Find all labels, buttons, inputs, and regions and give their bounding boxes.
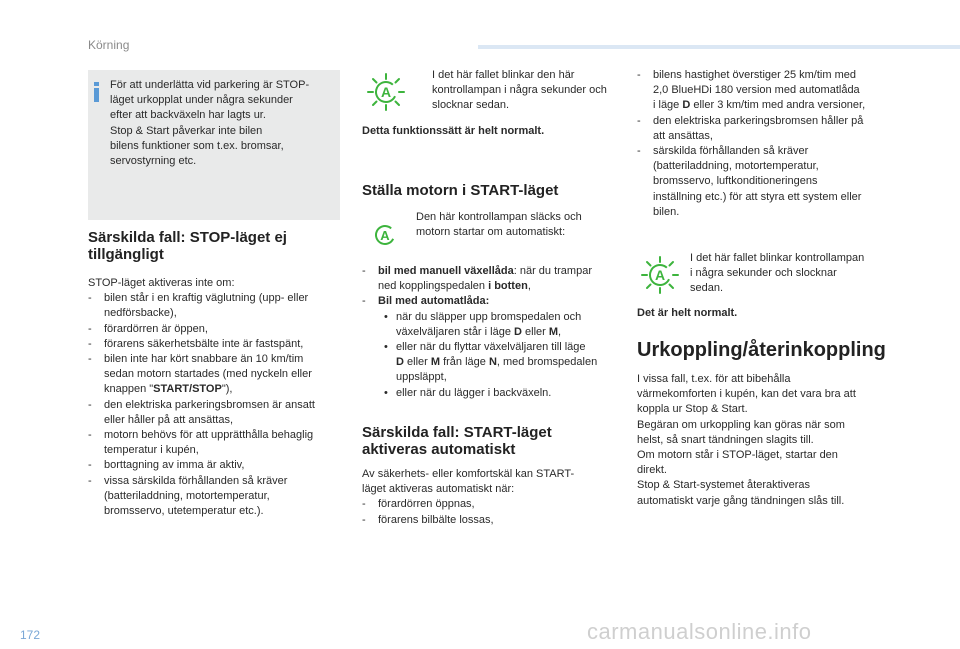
list-item: - borttagning av imma är aktiv,: [88, 459, 245, 472]
blinking-warning-lamp-icon: [366, 72, 406, 112]
svg-text:A: A: [380, 228, 390, 243]
start-auto-heading: Särskilda fall: START-läget aktiveras automatiskt: [362, 424, 552, 458]
list-item: - särskilda förhållanden så kräver (batteriladdning, motortemperatur, bromsservo, luftkonditioneringens inställning etc.) för att styra ett system eller bilen.: [637, 145, 862, 218]
normal-operation-note: Detta funktionssätt är helt normalt.: [362, 125, 545, 137]
list-item: - Bil med automatlåda:: [362, 295, 490, 308]
start-lamp-description: Den här kontrollampan släcks och motorn startar om automatiskt:: [416, 211, 582, 239]
right-blink-description: I det här fallet blinkar kontrollampan i några sekunder och slocknar sedan.: [690, 252, 865, 295]
list-item: - bilen står i en kraftig väglutning (upp- eller nedförsbacke),: [88, 292, 309, 320]
section-header: Körning: [88, 38, 130, 52]
blinking-warning-lamp-icon: [640, 255, 680, 295]
list-item: - den elektriska parkeringsbromsen är ansatt eller håller på att ansättas,: [88, 398, 315, 426]
svg-text:A: A: [380, 84, 392, 100]
list-item: - förardörren öppnas,: [362, 498, 475, 511]
start-conditions-list: [362, 264, 630, 401]
sub-list-item: • eller när du flyttar växelväljaren till läge D eller M från läge N, med bromspedalen uppsläppt,: [384, 341, 598, 384]
list-item: - den elektriska parkeringsbromsen håller på att ansättas,: [637, 114, 864, 142]
list-item: - förarens bilbälte lossas,: [362, 513, 494, 526]
decoupling-heading: Urkoppling/återinkoppling: [637, 339, 886, 361]
list-item: - bil med manuell växellåda: när du trampar ned kopplingspedalen i botten,: [362, 265, 592, 293]
list-item: - bilens hastighet överstiger 25 km/tim med 2,0 BlueHDi 180 version med automatlåda i läge D eller 3 km/tim med andra versioner,: [637, 69, 866, 112]
svg-text:A: A: [654, 267, 666, 283]
page-number: 172: [20, 628, 41, 642]
list-item: - motorn behövs för att upprätthålla behaglig temperatur i kupén,: [88, 429, 314, 457]
list-item: - bilen inte har kört snabbare än 10 km/tim sedan motorn startades (med nyckeln eller knappen "START/STOP"),: [88, 353, 312, 396]
header-bar: [478, 45, 960, 49]
start-warning-lamp-icon: [370, 220, 400, 250]
list-item: - förardörren är öppen,: [88, 322, 208, 335]
watermark: carmanualsonline.info: [587, 619, 812, 644]
sub-list-item: • när du släpper upp bromspedalen och växelväljaren står i läge D eller M,: [384, 310, 582, 338]
start-auto-list: Av säkerhets- eller komfortskäl kan START- läget aktiveras automatiskt när: - förardörren öppnas, - förarens bilbälte lossas,: [362, 467, 630, 528]
list-item: - förarens säkerhetsbälte inte är fastspänt,: [88, 337, 304, 350]
list-item: - vissa särskilda förhållanden så kräver (batteriladdning, motortemperatur, bromsservo, utetemperatur etc.).: [88, 474, 288, 518]
blink-description: I det här fallet blinkar den här kontrollampan i några sekunder och slocknar sedan.: [432, 69, 607, 112]
sub-list-item: • eller när du lägger i backväxeln.: [384, 386, 552, 399]
stop-unavailable-list: STOP-läget aktiveras inte om: - bilen står i en kraftig väglutning (upp- eller nedförsbacke), - förardörren är öppen, - förarens säkerhetsbälte inte är fastspänt, - bilen inte har kört snabbare än 10 km/tim sedan motorn startades (med nyckeln eller knappen "START/STOP"), - den elektriska parkeringsbromsen är ansatt eller håller på att ansättas, - motorn behövs för att upprätthålla behaglig temperatur i kupén, - borttagning av imma är aktiv, - vissa särskilda förhållanden så kräver (batteriladdning, motortemperatur, bromsservo, utetemperatur etc.).: [88, 276, 350, 519]
normal-note: Det är helt normalt.: [637, 307, 738, 319]
stop-unavailable-heading: Särskilda fall: STOP-läget ej tillgängligt: [88, 229, 287, 263]
info-text: För att underlätta vid parkering är STOP- läget urkopplat under några sekunder efter att backväxeln har lagts ur. Stop & Start påverkar inte bilen bilens funktioner som t.ex. bromsar, servostyrning etc.: [110, 79, 310, 168]
decoupling-text: I vissa fall, t.ex. för att bibehålla värmekomforten i kupén, kan det vara bra att koppla ur Stop & Start. Begäran om urkoppling kan göras när som helst, så snart tändningen slagits till. Om motorn står i STOP-läget, startar den direkt. Stop & Start-systemet återaktiveras automatiskt varje gång tändningen slås till.: [637, 373, 856, 507]
start-mode-heading: Ställa motorn i START-läget: [362, 182, 559, 199]
info-icon: [94, 82, 99, 102]
right-conditions-list: [637, 68, 897, 220]
